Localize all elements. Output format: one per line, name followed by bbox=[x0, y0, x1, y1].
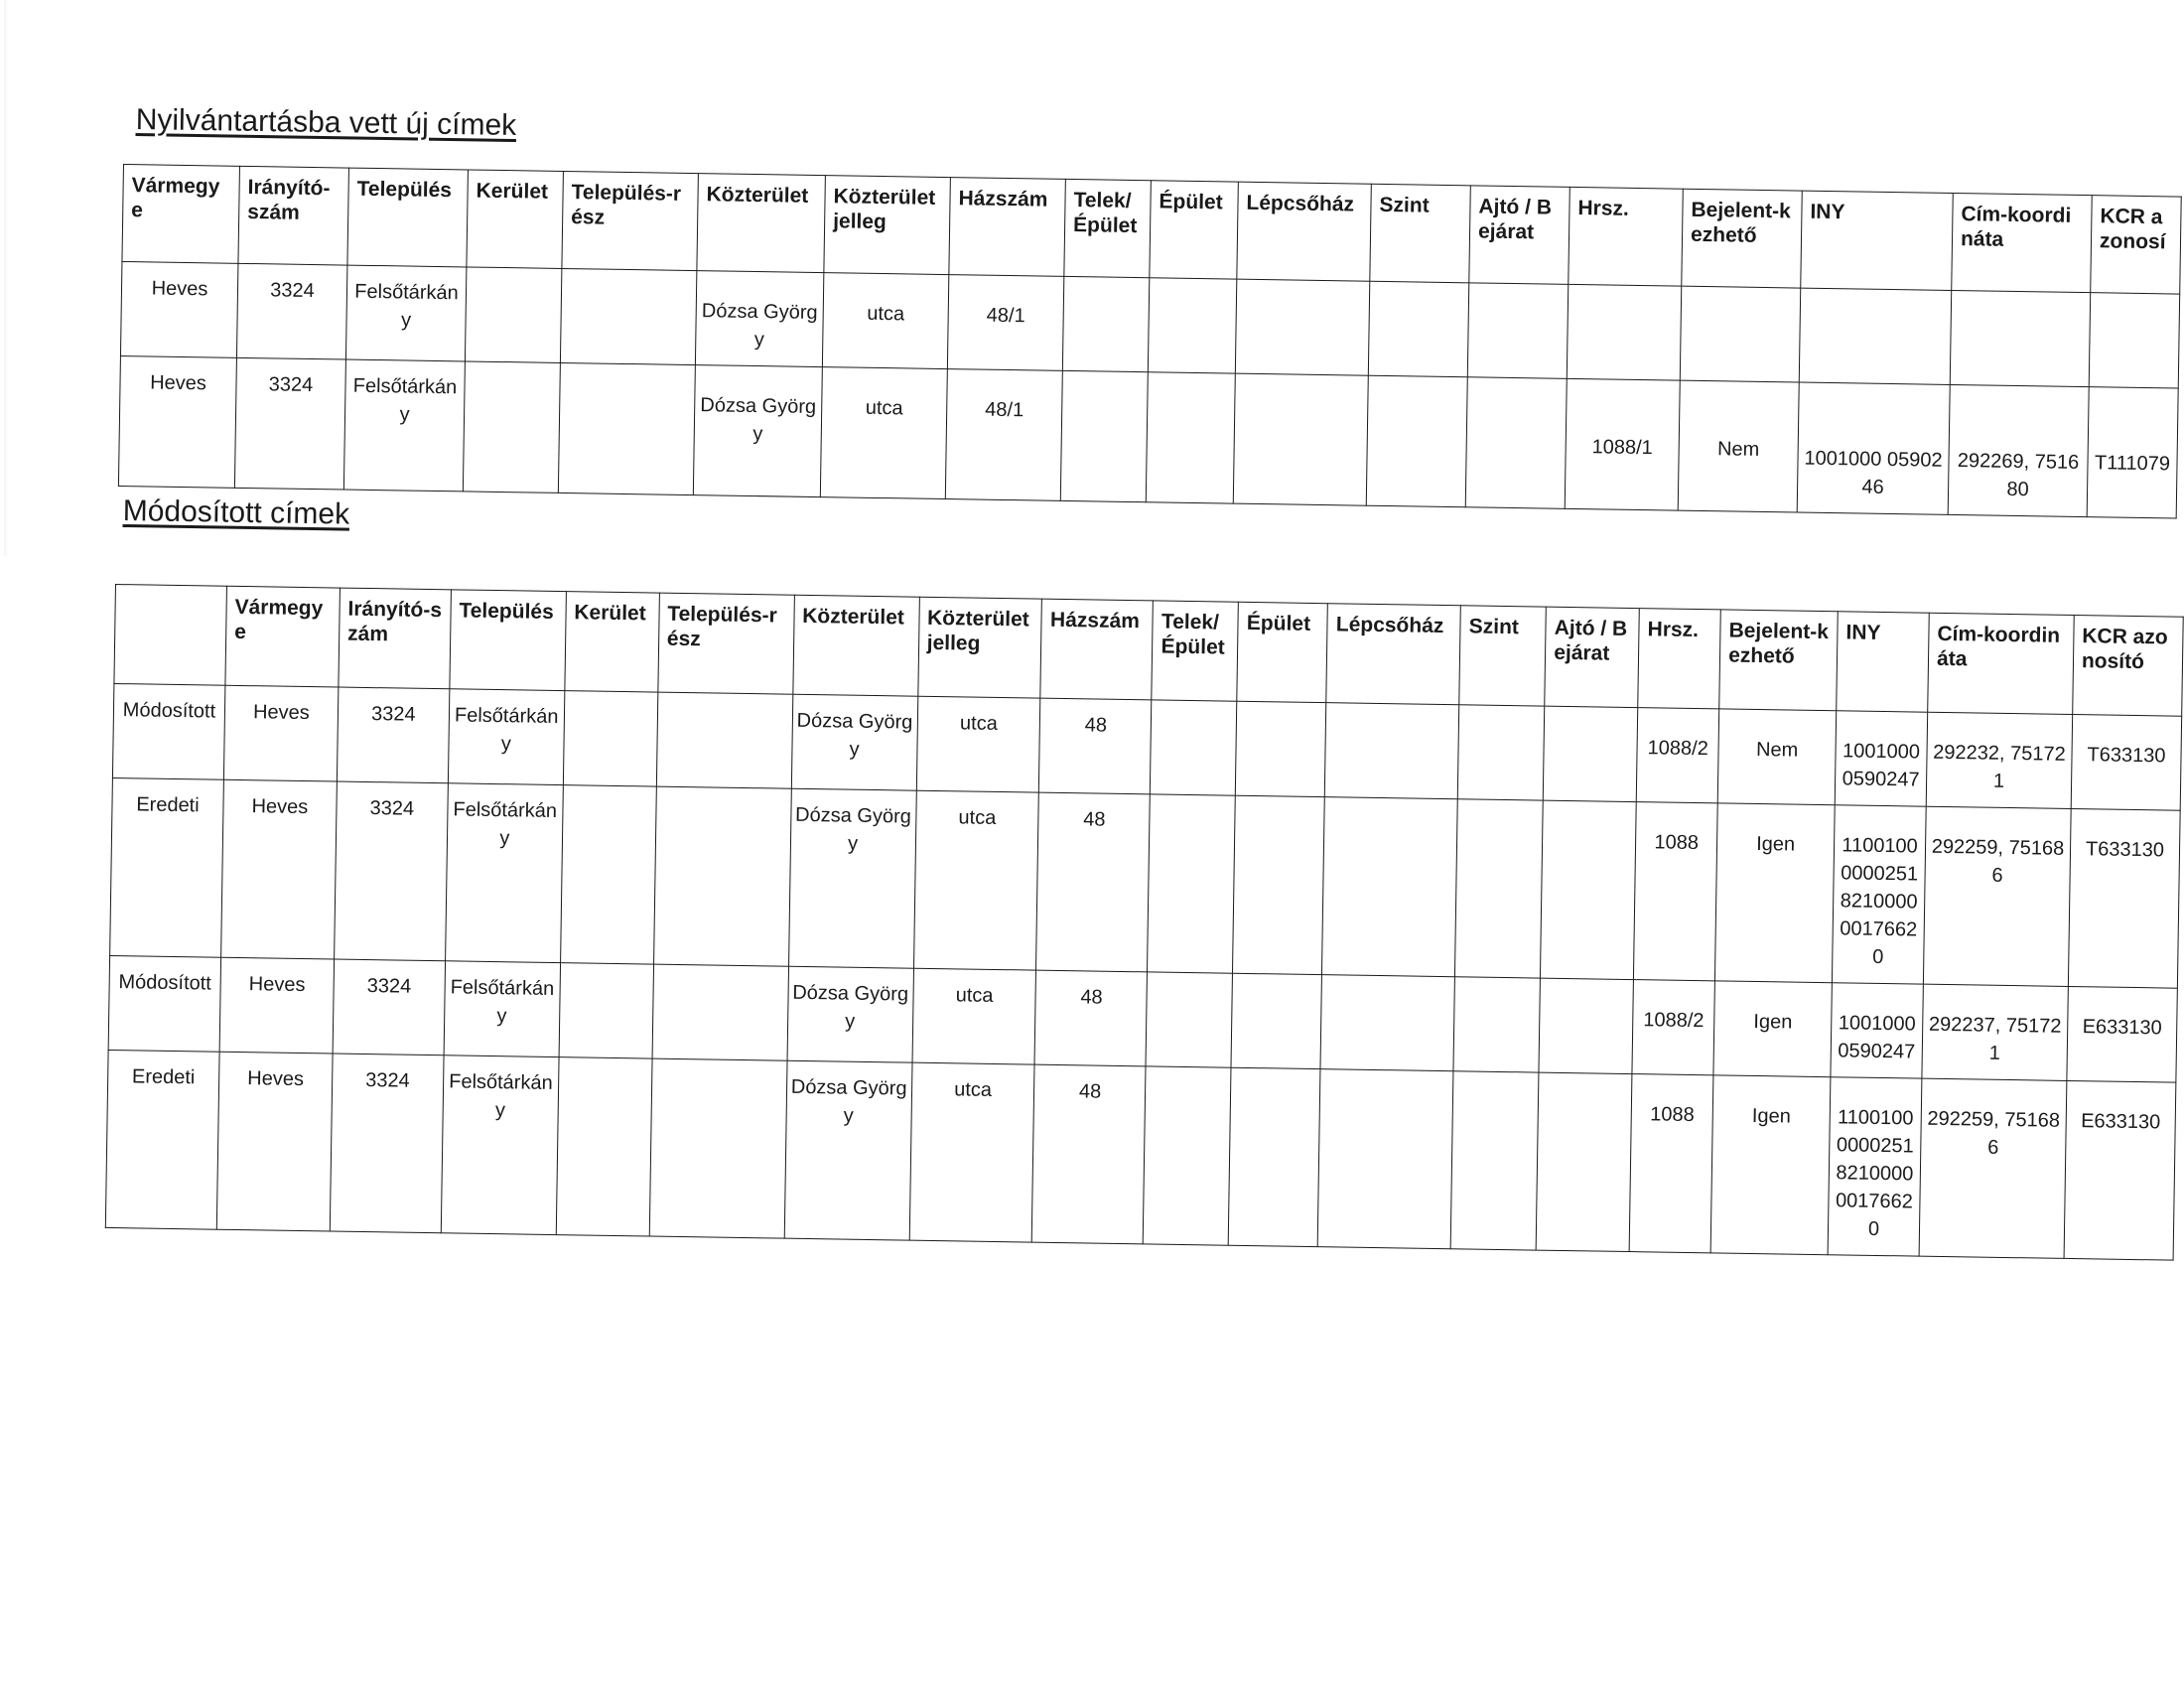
cell-ajto bbox=[1465, 377, 1567, 509]
column-header: Hrsz. bbox=[1569, 187, 1684, 286]
cell-iranyitoszam: 3324 bbox=[333, 959, 445, 1055]
column-header: Közterület jelleg bbox=[917, 597, 1041, 698]
cell-hrsz: 1088/1 bbox=[1565, 378, 1680, 510]
cell-telepulesresz bbox=[649, 1058, 787, 1238]
column-header: KCR azonosí bbox=[2091, 196, 2182, 294]
cell-telepules: Felsőtárkány bbox=[445, 783, 563, 963]
cell-telek bbox=[1060, 370, 1148, 501]
cell-telepules: Felsőtárkány bbox=[345, 265, 466, 361]
new-addresses-table-wrapper bbox=[118, 164, 2184, 519]
cell-telek bbox=[1151, 700, 1237, 795]
cell-kozterulet-jelleg: utca bbox=[909, 1062, 1035, 1242]
cell-ajto bbox=[1543, 706, 1637, 801]
column-header: Telek/ Épület bbox=[1152, 601, 1239, 701]
cell-kozterulet: Dózsa György bbox=[695, 271, 823, 367]
cell-iny: 1100100 0000251 8210000 0017662 0 bbox=[1828, 1077, 1922, 1256]
cell-lepcsohaz bbox=[1322, 797, 1458, 977]
cell-cimkoordinata bbox=[1950, 290, 2090, 386]
cell-varmegye: Heves bbox=[216, 1052, 333, 1231]
cell-kerulet bbox=[556, 1057, 652, 1236]
column-header: INY bbox=[1801, 191, 1954, 290]
cell-kcr-azonosito: T633130 bbox=[2071, 714, 2182, 810]
cell-hazszam: 48/1 bbox=[947, 275, 1063, 371]
cell-kcr-azonosito bbox=[2089, 293, 2179, 388]
cell-hazszam: 48 bbox=[1034, 970, 1147, 1066]
cell-kozterulet-jelleg: utca bbox=[912, 968, 1036, 1064]
section-title-modified-addresses: Módosított címek bbox=[122, 494, 350, 531]
cell-telek bbox=[1062, 276, 1149, 371]
cell-cimkoordinata: 292232, 751721 bbox=[1926, 712, 2072, 808]
cell-hrsz: 1088/2 bbox=[1632, 980, 1714, 1075]
cell-varmegye: Heves bbox=[120, 261, 237, 357]
cell-telepulesresz bbox=[560, 268, 696, 364]
cell-epulet bbox=[1231, 973, 1321, 1068]
cell-epulet bbox=[1229, 1067, 1321, 1246]
table-row bbox=[110, 777, 2181, 988]
cell-telepulesresz bbox=[653, 786, 791, 966]
cell-hrsz: 1088/2 bbox=[1636, 708, 1718, 803]
cell-iranyitoszam: 3324 bbox=[330, 1054, 444, 1233]
column-header: Irányító-szám bbox=[339, 588, 451, 689]
cell-telepules: Felsőtárkány bbox=[441, 1055, 559, 1235]
new-addresses-table bbox=[118, 164, 2182, 519]
column-header: Szint bbox=[1459, 606, 1547, 706]
cell-ajto bbox=[1539, 978, 1633, 1073]
cell-telek bbox=[1146, 972, 1232, 1067]
cell-lepcsohaz bbox=[1325, 703, 1459, 799]
table-row bbox=[105, 1050, 2176, 1260]
column-header: Cím-koordináta bbox=[1928, 613, 2074, 714]
cell-hazszam: 48/1 bbox=[945, 369, 1062, 501]
section-title-new-addresses: Nyilvántartásba vett új címek bbox=[135, 103, 517, 143]
cell-lepcsohaz bbox=[1235, 279, 1369, 375]
cell-szint bbox=[1450, 1071, 1539, 1250]
cell-telepulesresz bbox=[558, 362, 695, 494]
cell-varmegye: Heves bbox=[223, 685, 338, 781]
cell-kozterulet-jelleg: utca bbox=[913, 790, 1039, 970]
cell-bejelentkezheto: Nem bbox=[1717, 709, 1836, 805]
cell-bejelentkezheto: Igen bbox=[1715, 803, 1836, 983]
column-header: Település bbox=[450, 590, 566, 691]
cell-cimkoordinata: 292259, 751686 bbox=[1919, 1078, 2067, 1258]
cell-telepulesresz bbox=[652, 964, 788, 1060]
cell-allapot: Módosított bbox=[108, 955, 220, 1052]
column-header: Közterület bbox=[792, 595, 918, 696]
cell-hazszam: 48 bbox=[1032, 1064, 1147, 1244]
column-header: Település-rész bbox=[658, 593, 794, 694]
cell-kozterulet-jelleg: utca bbox=[822, 273, 948, 369]
cell-szint bbox=[1458, 705, 1545, 800]
cell-telepulesresz bbox=[656, 692, 792, 788]
cell-kerulet bbox=[560, 785, 656, 964]
cell-kozterulet: Dózsa György bbox=[784, 1060, 912, 1240]
column-header: Épület bbox=[1237, 602, 1328, 702]
column-header: Település bbox=[347, 168, 469, 267]
column-header: Lépcsőház bbox=[1326, 604, 1460, 705]
column-header: Épület bbox=[1150, 181, 1239, 279]
modified-addresses-table-wrapper bbox=[105, 584, 2184, 1261]
cell-kozterulet-jelleg: utca bbox=[916, 696, 1040, 792]
cell-varmegye: Heves bbox=[221, 779, 338, 959]
cell-kcr-azonosito: E633130 bbox=[2067, 986, 2178, 1082]
cell-varmegye: Heves bbox=[118, 355, 236, 488]
cell-iny: 1100100 0000251 8210000 0017662 0 bbox=[1832, 805, 1926, 984]
cell-iny: 1001000 0590246 bbox=[1797, 382, 1950, 514]
cell-iny bbox=[1799, 288, 1951, 384]
cell-ajto bbox=[1536, 1072, 1632, 1251]
cell-kerulet bbox=[563, 691, 657, 786]
column-header: Cím-koordináta bbox=[1952, 193, 2093, 292]
cell-cimkoordinata: 292269, 751680 bbox=[1948, 384, 2089, 516]
cell-iranyitoszam: 3324 bbox=[234, 357, 345, 490]
cell-allapot: Eredeti bbox=[105, 1050, 219, 1229]
cell-hrsz: 1088 bbox=[1629, 1074, 1713, 1253]
cell-bejelentkezheto: Igen bbox=[1710, 1075, 1831, 1255]
cell-kozterulet: Dózsa György bbox=[791, 694, 917, 790]
column-header: Vármegye bbox=[225, 586, 340, 687]
cell-hazszam: 48 bbox=[1036, 792, 1151, 972]
cell-kozterulet: Dózsa György bbox=[788, 788, 916, 968]
cell-telepules: Felsőtárkány bbox=[448, 689, 564, 785]
column-header: Település-rész bbox=[562, 171, 699, 270]
cell-kozterulet-jelleg: utca bbox=[820, 367, 947, 499]
column-header: Házszám bbox=[1040, 599, 1153, 700]
cell-telek bbox=[1144, 1066, 1232, 1245]
column-header: Bejelent-kezhető bbox=[1719, 610, 1838, 711]
column-header: Telek/ Épület bbox=[1064, 179, 1152, 277]
cell-epulet bbox=[1146, 372, 1235, 503]
cell-telek bbox=[1148, 794, 1236, 973]
cell-bejelentkezheto bbox=[1680, 286, 1800, 382]
column-header: Hrsz. bbox=[1638, 609, 1721, 709]
cell-epulet bbox=[1148, 278, 1236, 373]
cell-varmegye: Heves bbox=[219, 957, 334, 1054]
cell-kerulet bbox=[465, 267, 561, 362]
cell-szint bbox=[1366, 375, 1467, 507]
cell-iranyitoszam: 3324 bbox=[236, 263, 346, 359]
cell-ajto bbox=[1467, 283, 1568, 379]
column-header: Lépcsőház bbox=[1237, 182, 1372, 281]
cell-kerulet bbox=[559, 963, 653, 1058]
cell-telepules: Felsőtárkány bbox=[343, 359, 465, 492]
cell-lepcsohaz bbox=[1233, 373, 1368, 505]
cell-iny: 1001000 0590247 bbox=[1835, 711, 1927, 806]
cell-szint bbox=[1453, 977, 1540, 1072]
cell-kcr-azonosito: T633130 bbox=[2068, 808, 2180, 988]
cell-bejelentkezheto: Igen bbox=[1713, 981, 1832, 1077]
cell-cimkoordinata: 292237, 751721 bbox=[1922, 984, 2068, 1080]
cell-epulet bbox=[1233, 795, 1325, 974]
cell-hazszam: 48 bbox=[1039, 698, 1152, 794]
cell-iranyitoszam: 3324 bbox=[337, 687, 449, 783]
cell-lepcsohaz bbox=[1320, 975, 1454, 1071]
column-header: Ajtó / Bejárat bbox=[1469, 186, 1570, 285]
cell-bejelentkezheto: Nem bbox=[1678, 380, 1799, 512]
column-header: Ajtó / Bejárat bbox=[1545, 607, 1640, 707]
cell-hrsz bbox=[1567, 284, 1681, 380]
column-header: Bejelent-kezhető bbox=[1682, 189, 1803, 288]
cell-iranyitoszam: 3324 bbox=[334, 781, 448, 961]
cell-kcr-azonosito: T111079 bbox=[2087, 387, 2178, 518]
cell-lepcsohaz bbox=[1317, 1069, 1453, 1249]
column-header: Kerület bbox=[565, 592, 660, 692]
column-header: Irányító-szám bbox=[238, 166, 349, 265]
column-header: Szint bbox=[1370, 184, 1471, 283]
cell-telepules: Felsőtárkány bbox=[444, 961, 560, 1057]
column-header: Házszám bbox=[949, 178, 1066, 277]
modified-addresses-table bbox=[105, 584, 2184, 1261]
scan-edge-shadow bbox=[4, 0, 8, 556]
column-header: Vármegye bbox=[122, 165, 240, 264]
cell-ajto bbox=[1541, 800, 1637, 979]
column-header: INY bbox=[1837, 612, 1930, 712]
cell-kcr-azonosito: E633130 bbox=[2064, 1080, 2176, 1260]
cell-epulet bbox=[1236, 701, 1326, 796]
cell-kozterulet: Dózsa György bbox=[693, 365, 822, 497]
cell-cimkoordinata: 292259, 751686 bbox=[1923, 806, 2071, 986]
column-header bbox=[114, 585, 226, 686]
cell-szint bbox=[1455, 799, 1544, 978]
cell-kozterulet: Dózsa György bbox=[787, 966, 913, 1062]
cell-allapot: Módosított bbox=[112, 683, 224, 779]
cell-kerulet bbox=[463, 361, 560, 492]
column-header: Közterület bbox=[697, 174, 826, 273]
column-header: Közterület jelleg bbox=[824, 176, 951, 275]
column-header: Kerület bbox=[467, 170, 564, 268]
cell-allapot: Eredeti bbox=[110, 777, 224, 957]
column-header: KCR azonosító bbox=[2073, 615, 2184, 716]
cell-iny: 1001000 0590247 bbox=[1831, 983, 1923, 1078]
cell-szint bbox=[1368, 281, 1468, 377]
cell-hrsz: 1088 bbox=[1634, 802, 1718, 981]
